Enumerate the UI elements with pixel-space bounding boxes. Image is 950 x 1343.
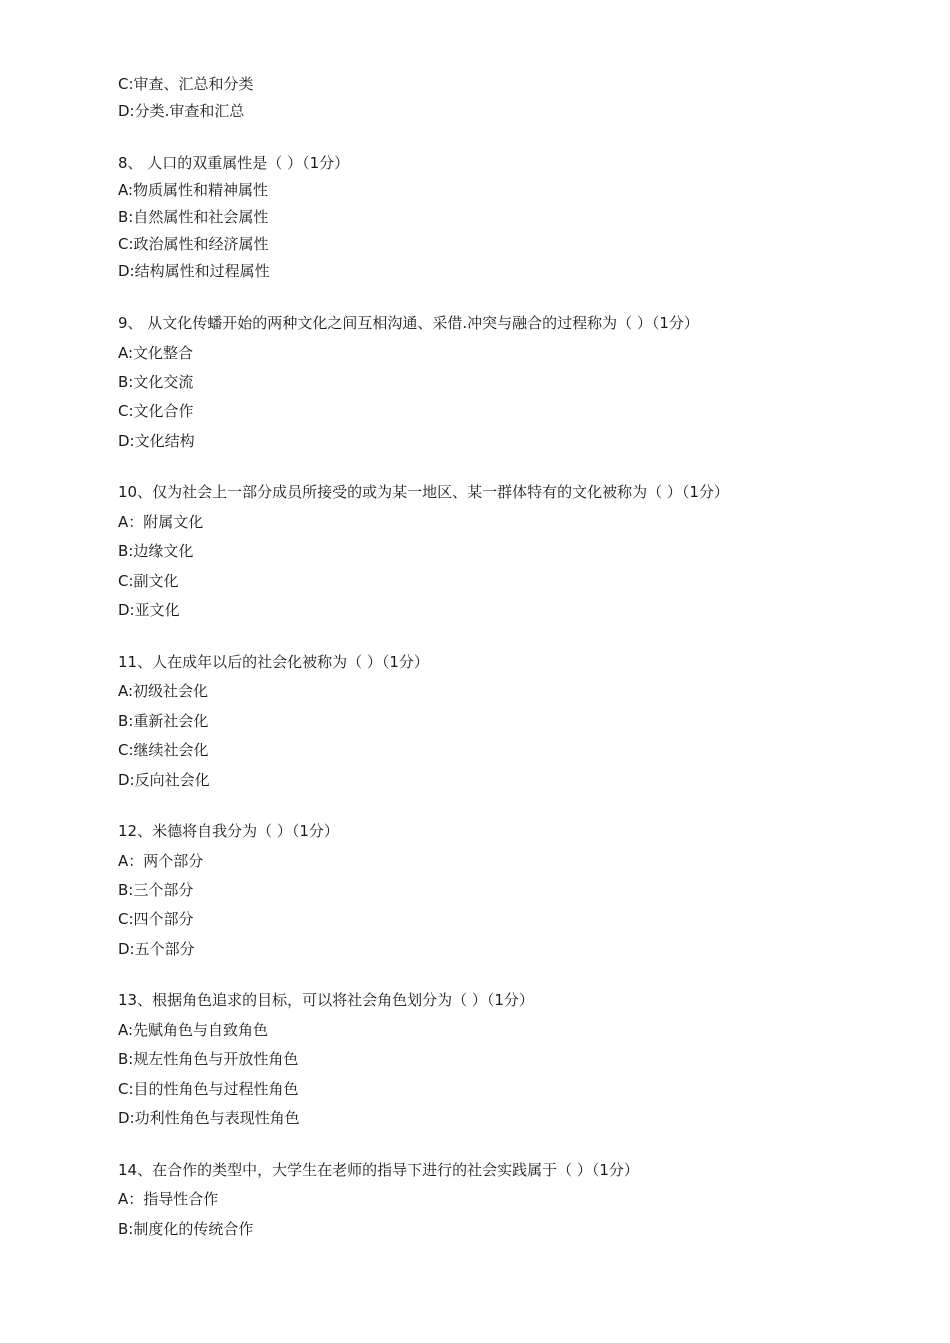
question-stem: 9、 从文化传蟠开始的两种文化之间互相沟通、采借.冲突与融合的过程称为（ ）（1分） [118, 314, 699, 332]
option-text: A:初级社会化 [118, 682, 209, 700]
option-text: B:重新社会化 [118, 712, 209, 730]
option-text: A：两个部分 [118, 852, 204, 870]
option-text: B:文化交流 [118, 373, 194, 391]
option-text: A:先赋角色与自致角色 [118, 1021, 269, 1039]
option-text: D:反向社会化 [118, 771, 210, 789]
option-text: D:亚文化 [118, 601, 180, 619]
option-text: A：指导性合作 [118, 1190, 219, 1208]
question-stem: 12、米德将自我分为（ ）（1分） [118, 822, 339, 840]
option-text: B:三个部分 [118, 881, 194, 899]
option-text: C:四个部分 [118, 910, 194, 928]
option-text: C:审查、汇总和分类 [118, 75, 254, 93]
option-text: B:边缘文化 [118, 542, 194, 560]
option-text: C:副文化 [118, 572, 179, 590]
option-text: C:继续社会化 [118, 741, 209, 759]
option-text: D:结构属性和过程属性 [118, 262, 270, 280]
question-stem: 8、 人口的双重属性是（ ）（1分） [118, 154, 350, 172]
option-text: D:文化结构 [118, 432, 195, 450]
option-text: C:政治属性和经济属性 [118, 235, 269, 253]
option-text: A:物质属性和精神属性 [118, 181, 269, 199]
option-text: D:分类.审查和汇总 [118, 102, 245, 120]
option-text: D:五个部分 [118, 940, 195, 958]
option-text: B:制度化的传统合作 [118, 1220, 254, 1238]
question-stem: 13、根据角色追求的目标，可以将社会角色划分为（ ）（1分） [118, 991, 534, 1009]
option-text: B:规左性角色与开放性角色 [118, 1050, 299, 1068]
option-text: A：附属文化 [118, 513, 204, 531]
option-text: C:文化合作 [118, 402, 194, 420]
option-text: A:文化整合 [118, 344, 194, 362]
option-text: C:目的性角色与过程性角色 [118, 1080, 299, 1098]
question-stem: 11、人在成年以后的社会化被称为（ ）（1分） [118, 653, 429, 671]
question-stem: 14、在合作的类型中，大学生在老师的指导下进行的社会实践属于（ ）（1分） [118, 1161, 639, 1179]
option-text: B:自然属性和社会属性 [118, 208, 269, 226]
question-stem: 10、仅为社会上一部分成员所接受的或为某一地区、某一群体特有的文化被称为（ ）（1分） [118, 483, 729, 501]
option-text: D:功利性角色与表现性角色 [118, 1109, 300, 1127]
